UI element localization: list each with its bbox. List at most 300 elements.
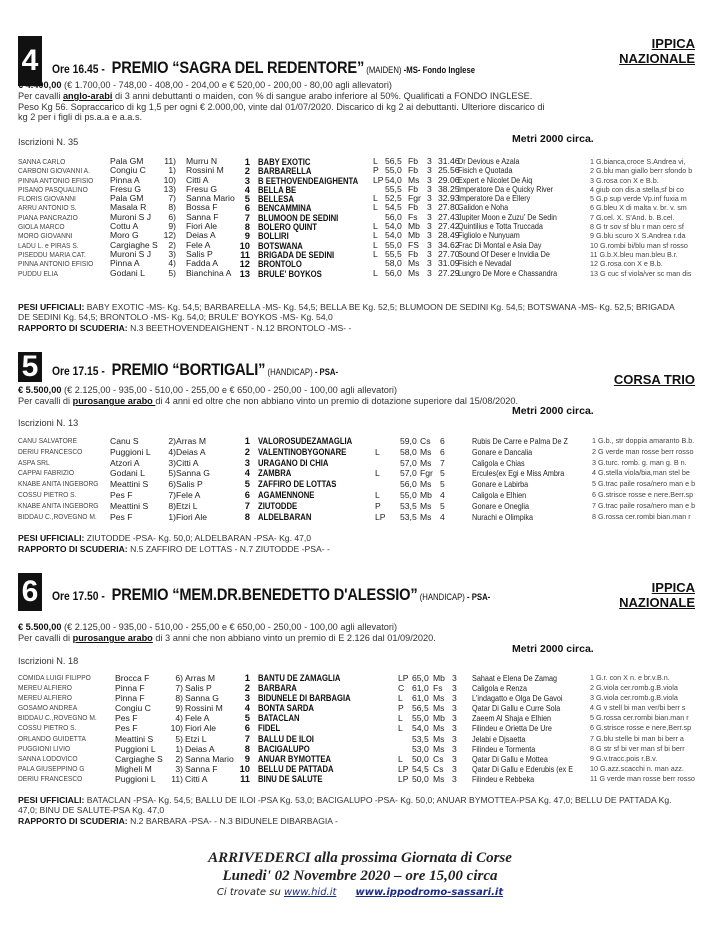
jockey-number: 10) (163, 174, 176, 185)
record: Fgr (420, 468, 433, 479)
pedigree: Fisich e Nevadal (458, 258, 512, 269)
weight: 65,0 (412, 673, 429, 683)
record: Ms (420, 479, 432, 490)
trainer: Meattini S (110, 479, 149, 490)
table-row[interactable] (0, 723, 720, 733)
colors: 6 G.bleu X di malta v. br. v. sm (590, 203, 687, 213)
table-row[interactable] (0, 458, 720, 469)
race-category (265, 367, 338, 377)
race-category (418, 592, 491, 602)
weight: 54,5 (412, 763, 429, 774)
weight: 53,0 (412, 743, 429, 754)
table-row[interactable] (0, 436, 720, 447)
table-row[interactable] (0, 490, 720, 501)
equipment: LP (398, 773, 409, 784)
horse-name[interactable]: BOTSWANA (258, 239, 303, 251)
weight: 55,5 (385, 248, 402, 259)
horse-number: 5 (244, 478, 250, 490)
horse-name[interactable]: BELLA BE (258, 183, 297, 195)
jockey-number: 13) (163, 183, 176, 194)
equipment: P (398, 703, 404, 714)
colors: 4 giub con dis.a stella,sf bi co (590, 184, 684, 194)
age: 3 (427, 193, 432, 204)
weight: 56,0 (385, 267, 402, 278)
table-row[interactable] (0, 479, 720, 490)
official-weights-label: PESI UFFICIALI: (18, 795, 85, 805)
horse-name[interactable]: BRULE' BOYKOS (258, 267, 322, 279)
table-row[interactable] (0, 501, 720, 512)
horse-name[interactable]: ALDELBARAN (258, 510, 312, 522)
horse-number: 10 (239, 762, 250, 774)
equipment: L (373, 156, 378, 166)
trainer: Pes F (110, 511, 133, 522)
age: 3 (427, 174, 432, 185)
time: 27.42 (438, 221, 460, 232)
jockey: Rossini M (185, 703, 223, 714)
race-number-badge: 5 (18, 352, 42, 382)
owner: CAPPAI FABRIZIO (18, 468, 75, 478)
horse-number: 4 (244, 467, 250, 479)
weight: 55,0 (400, 489, 417, 500)
weight: 55,0 (385, 165, 402, 176)
horse-name[interactable]: B EETHOVENDEAIGHENTA (258, 174, 359, 186)
pedigree: Jelabi e Djsaetta (472, 733, 526, 744)
owner: PINNA ANTONIO EFISIO (18, 175, 94, 185)
trainer: Cargiaghe S (110, 239, 158, 250)
record: Ms (408, 174, 420, 185)
horse-name[interactable]: AGAMENNONE (258, 488, 315, 500)
age: 3 (452, 713, 457, 724)
official-weights (18, 795, 672, 806)
prize-total: € 5.500,00 (18, 385, 62, 395)
official-weights-cont: DE SEDINI Kg. 54,5; BRONTOLO -MS- Kg. 54,0; BRULE' BOYKOS -MS- Kg. 54,0 (18, 312, 333, 322)
weight: 57,0 (400, 457, 417, 468)
pedigree: Nurachi e Olimpika (472, 511, 533, 522)
jockey-number: 4) (175, 713, 183, 724)
horse-number: 4 (244, 183, 250, 195)
conditions-text: di 3 anni che non abbiano vinto un premio di E 2.126 dal 01/09/2020. (152, 633, 436, 643)
stable-report-label: RAPPORTO DI SCUDERIA: (18, 323, 128, 333)
trainer: Pala GM (110, 156, 144, 166)
horse-name[interactable]: BALLU DE ILOI (258, 732, 314, 744)
age: 3 (452, 683, 457, 694)
table-row[interactable] (0, 194, 720, 203)
jockey-number: 8) (168, 500, 176, 511)
entries-count: Iscrizioni N. 18 (18, 656, 79, 666)
weight: 55,0 (412, 713, 429, 724)
weight: 61,0 (412, 683, 429, 694)
equipment: LP (398, 763, 409, 774)
colors: 3 G.turc. romb. g. man g. B n. (592, 457, 687, 467)
horse-name[interactable]: BONTA SARDA (258, 702, 314, 714)
horse-number: 5 (244, 193, 250, 205)
colors: 2 G verde man rosse berr rosso (592, 446, 694, 456)
table-row[interactable] (0, 683, 720, 693)
pedigree: Figliolo e Nunyuam (458, 230, 520, 241)
record: Ms (433, 703, 445, 714)
jockey-number: 12) (163, 230, 176, 241)
race-title (52, 360, 338, 380)
horse-number: 8 (244, 510, 250, 522)
website-links (0, 887, 720, 898)
table-row[interactable] (0, 734, 720, 744)
time: 27.43 (438, 211, 460, 222)
time: 27.70 (438, 248, 460, 259)
table-row[interactable] (0, 754, 720, 764)
race-tag: CORSA TRIO (613, 372, 695, 387)
horse-name[interactable]: BRONTOLO (258, 258, 302, 270)
trainer: Pinna F (115, 683, 145, 694)
weight: 58,0 (400, 446, 417, 457)
time: 29.06 (438, 174, 460, 185)
breed-label: purosangue arabo (72, 633, 153, 643)
race-title (52, 585, 490, 605)
owner: SANNA LODOVICO (18, 753, 78, 763)
record: Cs (433, 763, 444, 774)
pedigree: Gonare e Oneglia (472, 500, 529, 511)
horse-number: 12 (239, 258, 250, 270)
equipment: L (398, 693, 403, 704)
horse-number: 11 (240, 772, 250, 784)
owner: COMIDA LUIGI FILIPPO (18, 673, 91, 682)
owner: ARRU ANTONIO S. (18, 203, 77, 213)
race-class: - PSA- (314, 367, 339, 377)
age: 6 (440, 446, 445, 457)
horse-name[interactable]: ZAMBRA (258, 467, 292, 479)
equipment: L (398, 713, 403, 724)
prize-total: € 4.400,00 (18, 80, 62, 90)
horse-number: 2 (244, 165, 250, 177)
official-weights-text: ZIUTODDE -PSA- Kg. 50,0; ALDELBARAN -PSA- Kg. 47,0 (86, 533, 312, 543)
pedigree: Gonare e Labirba (472, 479, 529, 490)
weight: 57,0 (400, 468, 417, 479)
horse-name[interactable]: BINU DE SALUTE (258, 772, 323, 784)
jockey-number: 6) (168, 479, 176, 490)
record: Mb (420, 489, 432, 500)
pedigree: Expert e Nicolet De Aiq (458, 174, 533, 185)
owner: PUDDU ELIA (18, 268, 58, 278)
age: 3 (452, 703, 457, 714)
weight: 52,5 (385, 193, 402, 204)
horse-name[interactable]: ZIUTODDE (258, 499, 298, 511)
conditions-prefix: Per cavalli (18, 91, 63, 101)
jockey-number: 1) (175, 743, 183, 754)
owner: DERIU FRANCESCO (18, 446, 83, 456)
horse-number: 6 (244, 722, 250, 734)
time: 32.93 (438, 193, 460, 204)
trainer: Pinna A (110, 258, 140, 269)
race-type: (HANDICAP) (419, 592, 465, 602)
horse-name[interactable]: BACIGALUPO (258, 742, 310, 754)
table-row[interactable] (0, 447, 720, 458)
distance: Metri 2000 circa. (512, 133, 594, 145)
pedigree: Qatar Di Gallu e Mottea (472, 753, 548, 764)
equipment: L (375, 489, 380, 500)
pedigree: Filindeu e Orietta De Ure (472, 723, 552, 734)
jockey: Deias A (176, 446, 206, 457)
table-row[interactable] (0, 176, 720, 185)
distance: Metri 2000 circa. (512, 405, 594, 417)
age: 3 (427, 211, 432, 222)
horse-number: 9 (244, 752, 250, 764)
age: 5 (440, 500, 445, 511)
table-row[interactable] (0, 703, 720, 713)
weight: 55,0 (385, 239, 402, 250)
jockey: Sanna Mario (186, 193, 235, 204)
equipment: L (398, 723, 403, 734)
jockey: Bossa F (186, 202, 218, 213)
table-row[interactable] (0, 157, 720, 166)
owner: COSSU PIETRO S. (18, 489, 77, 499)
official-weights-cont: 47,0; BINU DE SALUTE-PSA Kg. 47,0 (18, 805, 165, 815)
table-row[interactable] (0, 774, 720, 784)
jockey: Fele A (186, 239, 211, 250)
ippodromo-link[interactable]: www.ippodromo-sassari.it (355, 887, 504, 898)
table-row[interactable] (0, 259, 720, 268)
horse-number: 6 (244, 202, 250, 214)
age: 3 (452, 773, 457, 784)
jockey-number: 2) (175, 753, 183, 764)
trainer: Congiu C (110, 165, 146, 176)
horse-name[interactable]: VALENTINOBYGONARE (258, 445, 347, 457)
time: 27.80 (438, 202, 460, 213)
weight: 54,0 (385, 230, 402, 241)
equipment: L (398, 753, 403, 764)
record: Cs (433, 753, 444, 764)
jockey: Deias A (185, 743, 215, 754)
jockey-number: 1) (168, 511, 176, 522)
race-type: (MAIDEN) (366, 65, 402, 75)
horse-name[interactable]: BRIGADA DE SEDINI (258, 248, 335, 260)
stable-report-text: N.5 ZAFFIRO DE LOTTAS - N.7 ZIUTODDE -PSA- - (130, 544, 330, 554)
horse-name[interactable]: VALOROSUDEZAMAGLIA (258, 435, 353, 446)
age: 3 (452, 743, 457, 754)
jockey-number: 7) (168, 193, 176, 204)
record: Fb (408, 183, 419, 194)
horse-name[interactable]: BELLESA (258, 193, 294, 205)
jockey-number: 11) (171, 773, 183, 784)
age: 3 (452, 673, 457, 683)
table-row[interactable] (0, 744, 720, 754)
age: 6 (440, 436, 445, 446)
colors: 5 G.rossa cer.rombi bian.man r (590, 713, 689, 723)
colors: 6 G.strisce rosse e nere.Berr.sp (592, 489, 694, 499)
colors: 2 G.blu man giallo berr sfondo b (590, 166, 693, 176)
stable-report (18, 816, 338, 827)
horse-name[interactable]: BELLU DE PATTADA (258, 762, 334, 774)
horse-number: 5 (244, 712, 250, 724)
horse-number: 1 (244, 156, 250, 167)
table-row[interactable] (0, 269, 720, 278)
table-row[interactable] (0, 673, 720, 683)
race-type: (HANDICAP) (267, 367, 313, 377)
horse-name[interactable]: BLUMOON DE SEDINI (258, 211, 339, 223)
next-meeting-date: Lunedi' 02 Novembre 2020 – ore 15,00 circa (222, 868, 498, 884)
age: 3 (427, 183, 432, 194)
breed-label: anglo-arabi (62, 91, 113, 101)
jockey: Fele A (176, 489, 201, 500)
horse-number: 4 (244, 702, 250, 714)
table-row[interactable] (0, 213, 720, 222)
horse-number: 2 (244, 682, 250, 694)
official-weights-label: PESI UFFICIALI: (18, 302, 85, 312)
age: 5 (440, 479, 445, 490)
table-row[interactable] (0, 231, 720, 240)
owner: PUGGIONI LIVIO (18, 743, 71, 753)
time: 28.49 (438, 230, 460, 241)
pedigree: Caligola e Renza (472, 683, 527, 694)
record: Ms (433, 773, 445, 784)
horse-name[interactable]: FIDEL (258, 722, 281, 734)
table-row[interactable] (0, 203, 720, 212)
table-row[interactable] (0, 241, 720, 250)
trainer: Pes F (110, 489, 133, 500)
equipment: L (373, 267, 378, 278)
horse-name[interactable]: BIDUNELE DI BARBAGIA (258, 692, 351, 704)
conditions-text: di 4 anni ed oltre che non abbiano vinto un premio di dotazione superiore dal 15/08/2020. (155, 396, 518, 406)
record: Cs (420, 436, 431, 446)
jockey: Rossini M (186, 165, 224, 176)
trainer: Cargiaghe S (115, 753, 163, 764)
time: 27.29 (438, 267, 460, 278)
age: 3 (427, 165, 432, 176)
colors: 13 G cuc sf viola/ver sc man dis (590, 268, 692, 278)
table-row[interactable] (0, 713, 720, 723)
horse-name[interactable]: BENCAMMINA (258, 202, 312, 214)
horse-number: 3 (244, 456, 250, 468)
horse-number: 10 (239, 239, 250, 251)
race-name: PREMIO “MEM.DR.BENEDETTO D'ALESSIO” (111, 585, 418, 604)
jockey: Fele A (185, 713, 210, 724)
pedigree: Filindeu e Tormenta (472, 743, 536, 754)
record: Mb (408, 230, 420, 241)
trainer: Puggioni L (115, 773, 156, 784)
horse-name[interactable]: ZAFFIRO DE LOTTAS (258, 478, 337, 490)
record: Ms (433, 723, 445, 734)
horse-name[interactable]: BANTU DE ZAMAGLIA (258, 672, 341, 683)
conditions-line (18, 396, 518, 407)
weight: 50,0 (412, 753, 429, 764)
hid-link[interactable]: www.hid.it (284, 887, 337, 898)
jockey-number: 3) (168, 457, 176, 468)
colors: 9 G.blu scuro X S.Andrea r.da (590, 231, 686, 241)
owner: PISANO PASQUALINO (18, 184, 88, 194)
stable-report-text: N.3 BEETHOVENDEAIGHENT - N.12 BRONTOLO -MS- - (130, 323, 352, 333)
record: Ms (433, 743, 445, 754)
table-row[interactable] (0, 693, 720, 703)
record: Ms (420, 511, 432, 522)
equipment: L (373, 248, 378, 259)
race-name: PREMIO “BORTIGALI” (111, 360, 266, 379)
horse-number: 6 (244, 488, 250, 500)
jockey: Sanna Mario (185, 753, 234, 764)
jockey: Sanna G (176, 468, 210, 479)
owner: MORO GIOVANNI (18, 231, 73, 241)
weight: 55,5 (385, 183, 402, 194)
jockey: Salis P (176, 479, 203, 490)
jockey-number: 5) (168, 267, 176, 278)
horse-name[interactable]: BARBARELLA (258, 165, 312, 177)
weight: 56,5 (385, 156, 402, 166)
equipment: L (375, 446, 380, 457)
colors: 5 G.p sup verde Vp.inf fuxia m (590, 194, 687, 204)
equipment: LP (375, 511, 386, 522)
table-row[interactable] (0, 166, 720, 175)
stable-report (18, 544, 330, 555)
pedigree: Imperatore Da e Quicky River (458, 183, 554, 194)
conditions-prefix: Per cavalli di (18, 633, 73, 643)
table-row[interactable] (0, 185, 720, 194)
table-row[interactable] (0, 222, 720, 231)
weight: 54,5 (385, 202, 402, 213)
table-row[interactable] (0, 512, 720, 523)
time: 34.62 (438, 239, 460, 250)
horse-name[interactable]: URAGANO DI CHIA (258, 456, 329, 468)
colors: 1 G.b., str doppia amaranto B.b. (592, 436, 695, 445)
pedigree: Sahaat e Elena De Zamag (472, 673, 558, 683)
colors: 8 G str sf bi ver man sf bi berr (590, 743, 685, 753)
stable-report (18, 323, 351, 334)
jockey: Arras M (176, 436, 207, 446)
horse-number: 7 (244, 499, 250, 511)
owner: COSSU PIETRO S. (18, 723, 77, 733)
entries-table (0, 673, 720, 784)
record: FS (408, 239, 419, 250)
owner: GOSAMO ANDREA (18, 703, 78, 713)
pedigree: Qatar Di Gallu e Curre Sola (472, 703, 561, 714)
horse-number: 13 (239, 267, 250, 279)
horse-name[interactable]: BOLERO QUINT (258, 221, 317, 233)
pedigree: Quintilius e Totta Truccada (458, 221, 543, 232)
horse-name[interactable]: BOLLIRI (258, 230, 289, 242)
horse-name[interactable]: ANUAR BYMOTTEA (258, 752, 332, 764)
trainer: Puggioni L (110, 446, 151, 457)
horse-number: 7 (244, 732, 250, 744)
owner: ASPA SRL (18, 457, 50, 467)
owner: BIDDAU C.,ROVEGNO M. (18, 713, 97, 723)
table-row[interactable] (0, 250, 720, 259)
time: 38.25 (438, 183, 460, 194)
colors: 6 G.strisce rosse e nere,Berr.sp (590, 723, 692, 733)
record: Fb (408, 156, 419, 166)
jockey: Salis P (186, 248, 213, 259)
age: 4 (440, 511, 445, 522)
conditions-line (18, 91, 532, 102)
colors: 10 G.rombi bi/blu man sf rosso (590, 240, 688, 250)
weight: 54,0 (385, 221, 402, 232)
table-row[interactable] (0, 764, 720, 774)
jockey-number: 10) (170, 723, 183, 734)
horse-number: 11 (240, 248, 250, 260)
race-time: Ore 17.15 - (52, 364, 105, 378)
jockey-number: 4) (168, 258, 176, 269)
pedigree: Lungro De More e Chassandra (458, 267, 558, 278)
horse-name[interactable]: BARBARA (258, 682, 297, 694)
jockey: Salis P (185, 683, 212, 694)
time: 25.56 (438, 165, 460, 176)
trainer: Migheli M (115, 763, 152, 774)
trainer: Fresu G (110, 183, 142, 194)
colors: 12 G.rosa con X e B.b. (590, 259, 663, 269)
horse-name[interactable]: BATACLAN (258, 712, 300, 724)
table-row[interactable] (0, 468, 720, 479)
jockey: Arras M (185, 673, 216, 683)
jockey-number: 6) (168, 211, 176, 222)
conditions-text: di 3 anni debuttanti o maiden, con % di sangue arabo inferiore al 50%. Qualificati a FONDO INGLESE. (112, 91, 533, 101)
horse-name[interactable]: BABY EXOTIC (258, 156, 311, 167)
trainer: Atzori A (110, 457, 140, 468)
weight: 54,0 (385, 174, 402, 185)
